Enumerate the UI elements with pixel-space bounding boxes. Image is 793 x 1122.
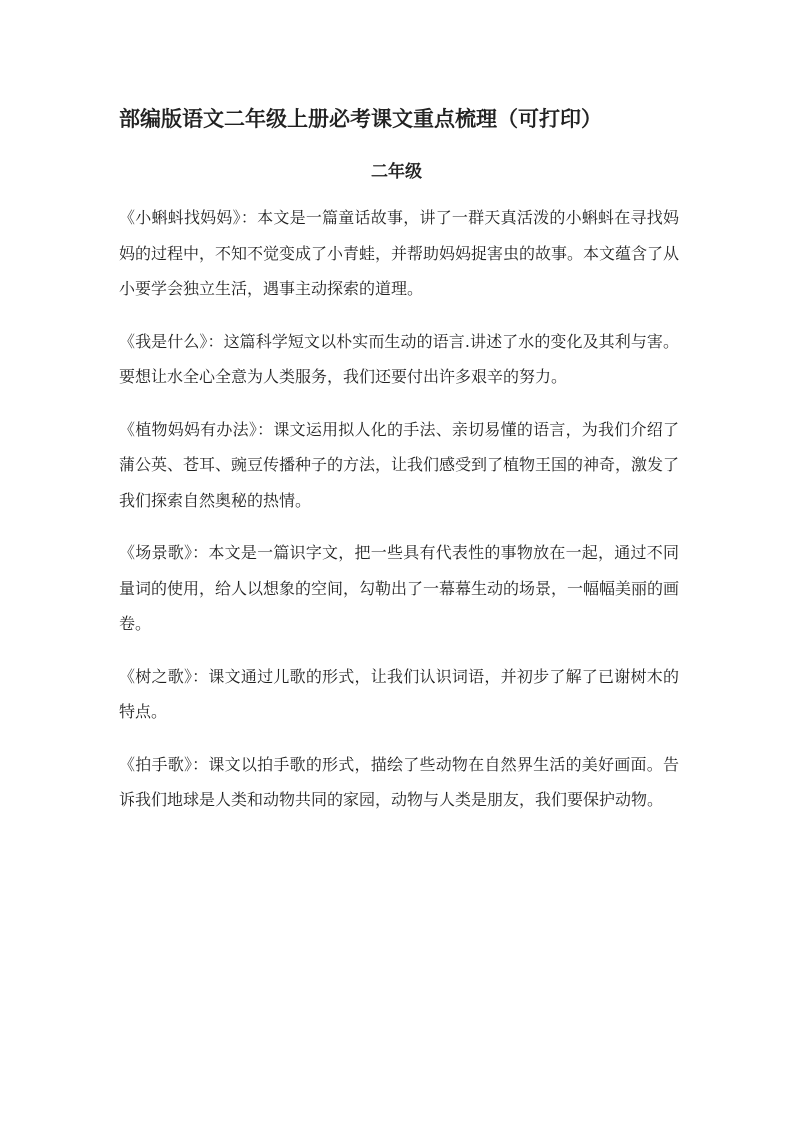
grade-subtitle: 二年级	[371, 162, 422, 182]
paragraph-chang-jing-ge: 《场景歌》：本文是一篇识字文，把一些具有代表性的事物放在一起，通过不同量词的使用，给人以想象的空间，勾勒出了一幕幕生动的场景，一幅幅美丽的画卷。	[119, 543, 680, 633]
paragraph-xiao-ke-dou: 《小蝌蚪找妈妈》：本文是一篇童话故事，讲了一群天真活泼的小蝌蚪在寻找妈妈的过程中，不知不觉变成了小青蛙，并帮助妈妈捉害虫的故事。本文蕴含了从小要学会独立生活，遇事主动探索的道理。	[119, 208, 680, 298]
paragraph-pai-shou-ge: 《拍手歌》：课文以拍手歌的形式，描绘了些动物在自然界生活的美好画面。告诉我们地球是人类和动物共同的家园，动物与人类是朋友，我们要保护动物。	[119, 754, 679, 809]
document-body	[119, 200, 679, 835]
paragraph-wo-shi-shen-me: 《我是什么》：这篇科学短文以朴实而生动的语言.讲述了水的变化及其利与害。要想让水全心全意为人类服务，我们还要付出许多艰辛的努力。	[119, 331, 679, 386]
paragraph-shu-zhi-ge: 《树之歌》：课文通过儿歌的形式，让我们认识词语，并初步了解了已谢树木的特点。	[119, 666, 679, 721]
document-title: 部编版语文二年级上册必考课文重点梳理（可打印）	[119, 107, 602, 131]
paragraph-zhi-wu-ma-ma: 《植物妈妈有办法》：课文运用拟人化的手法、亲切易懂的语言，为我们介绍了蒲公英、苍耳、豌豆传播种子的方法，让我们感受到了植物王国的神奇，激发了我们探索自然奥秘的热情。	[119, 419, 680, 510]
